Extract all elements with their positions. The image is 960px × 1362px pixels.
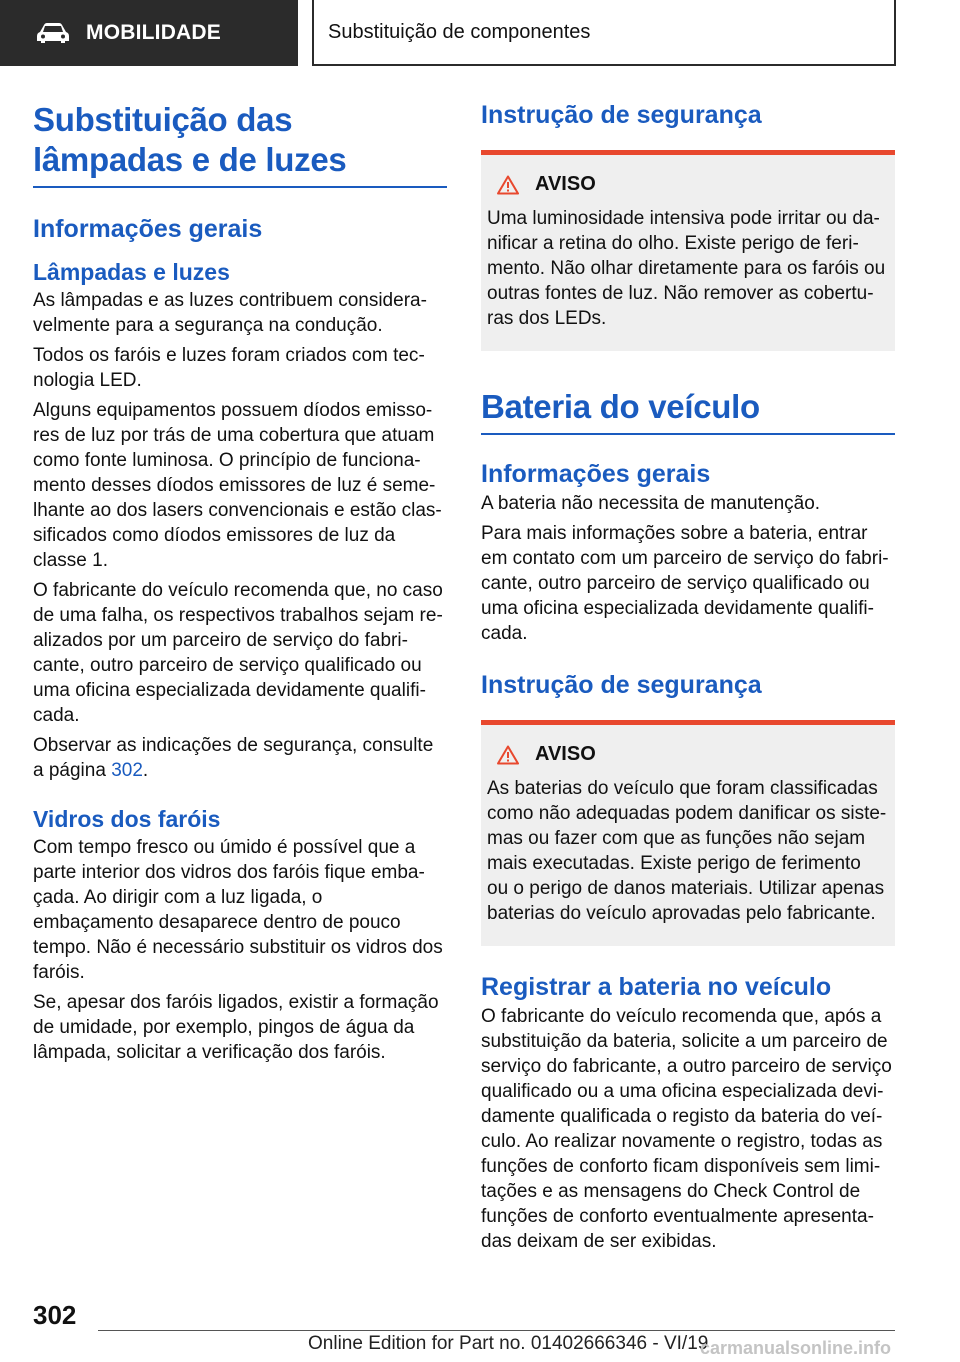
paragraph: Todos os faróis e luzes foram criados com tecnologia LED. (33, 345, 425, 391)
heading-general-info: Informações gerais (481, 460, 711, 488)
header-chapter-tab[interactable] (312, 0, 896, 66)
heading-register-battery: Registrar a bateria no veículo (481, 973, 832, 1001)
page-number: 302 (33, 1300, 77, 1330)
paragraph: As lâmpadas e as luzes contribuem consideravelmente para a segurança na condução. (33, 290, 427, 336)
section-title-battery: Bateria do veículo (481, 388, 760, 425)
warning-header (497, 173, 887, 196)
header-section-label: MOBILIDADE (86, 21, 221, 44)
right-column (481, 100, 895, 1254)
heading-lamps-lights: Lâmpadas e luzes (33, 259, 230, 285)
header-chapter-label: Substituição de componentes (328, 20, 591, 43)
warning-text: As baterias do veículo que foram classificadas como não adequadas podem danificar os sistemas ou fazer com que as funções não sejam mais executadas. Existe perigo de ferimento ou o perigo de danos materiais. Utilizar apenas baterias do veículo aprovadas pelo fabricante. (487, 778, 887, 924)
paragraph: Com tempo fresco ou úmido é possível que a parte interior dos vidros dos faróis fique embaçada. Ao dirigir com a luz ligada, o embaçamento desaparece dentro de pouco tempo. Não é necessário substituir os vidros dos faróis. (33, 837, 443, 983)
title-divider (33, 186, 447, 188)
car-icon (36, 22, 70, 44)
footer-divider (98, 1330, 895, 1331)
warning-triangle-icon (497, 175, 519, 195)
left-column (33, 100, 447, 1065)
watermark: carmanualsonline.info (700, 1338, 892, 1358)
header-section-tab[interactable] (0, 0, 298, 66)
paragraph: A bateria não necessita de manutenção. (481, 493, 821, 514)
heading-safety-instruction: Instrução de segurança (481, 101, 762, 129)
paragraph-end: . (142, 760, 149, 781)
heading-general-info: Informações gerais (33, 215, 263, 243)
paragraph: O fabricante do veículo recomenda que, no caso de uma falha, os respectivos trabalhos sejam realizados por um parceiro de serviço do fabricante, outro parceiro de serviço qualificado ou uma oficina especializada devidamente qualificada. (33, 580, 443, 726)
warning-title: AVISO (535, 743, 596, 765)
warning-box (481, 150, 895, 351)
warning-box (481, 720, 895, 946)
paragraph: Alguns equipamentos possuem díodos emissores de luz por trás de uma cobertura que atuam como fonte luminosa. O princípio de funcionamento desses díodos emissores de luz é semelhante ao dos lasers convencionais e estão classificados como díodos emissores de luz da classe 1. (33, 400, 442, 571)
title-divider (481, 433, 895, 435)
heading-headlight-glass: Vidros dos faróis (33, 806, 221, 832)
warning-title: AVISO (535, 173, 596, 195)
paragraph: Para mais informações sobre a bateria, entrar em contato com um parceiro de serviço do fabricante, outro parceiro de serviço qualificado ou uma oficina especializada devidamente qualificada. (481, 523, 889, 644)
paragraph-text: Observar as indicações de segurança, consulte a página (33, 735, 434, 781)
paragraph-with-link (33, 733, 447, 783)
warning-text: Uma luminosidade intensiva pode irritar ou danificar a retina do olho. Existe perigo de ferimento. Não olhar diretamente para os faróis ou outras fontes de luz. Não remover as coberturas dos LEDs. (487, 208, 886, 329)
page-header (0, 0, 960, 66)
section-title-lamps: Substituição das lâmpadas e de luzes (33, 101, 347, 178)
page-link[interactable]: 302 (111, 760, 143, 781)
paragraph: O fabricante do veículo recomenda que, após a substituição da bateria, solicite a um parceiro de serviço do fabricante, a outro parceiro de serviço qualificado ou a uma oficina especializada devidamente qualificada o registo da bateria do veículo. Ao realizar novamente o registro, todas as funções de conforto ficam disponíveis sem limitações e as mensagens do Check Control de funções de conforto eventualmente apresentadas deixam de ser exibidas. (481, 1006, 892, 1252)
warning-header (497, 743, 887, 766)
warning-triangle-icon (497, 745, 519, 765)
footer-edition: Online Edition for Part no. 01402666346 - VI/19 (308, 1333, 709, 1354)
heading-safety-instruction: Instrução de segurança (481, 671, 762, 699)
paragraph: Se, apesar dos faróis ligados, existir a formação de umidade, por exemplo, pingos de água da lâmpada, solicitar a verificação dos faróis. (33, 992, 439, 1063)
